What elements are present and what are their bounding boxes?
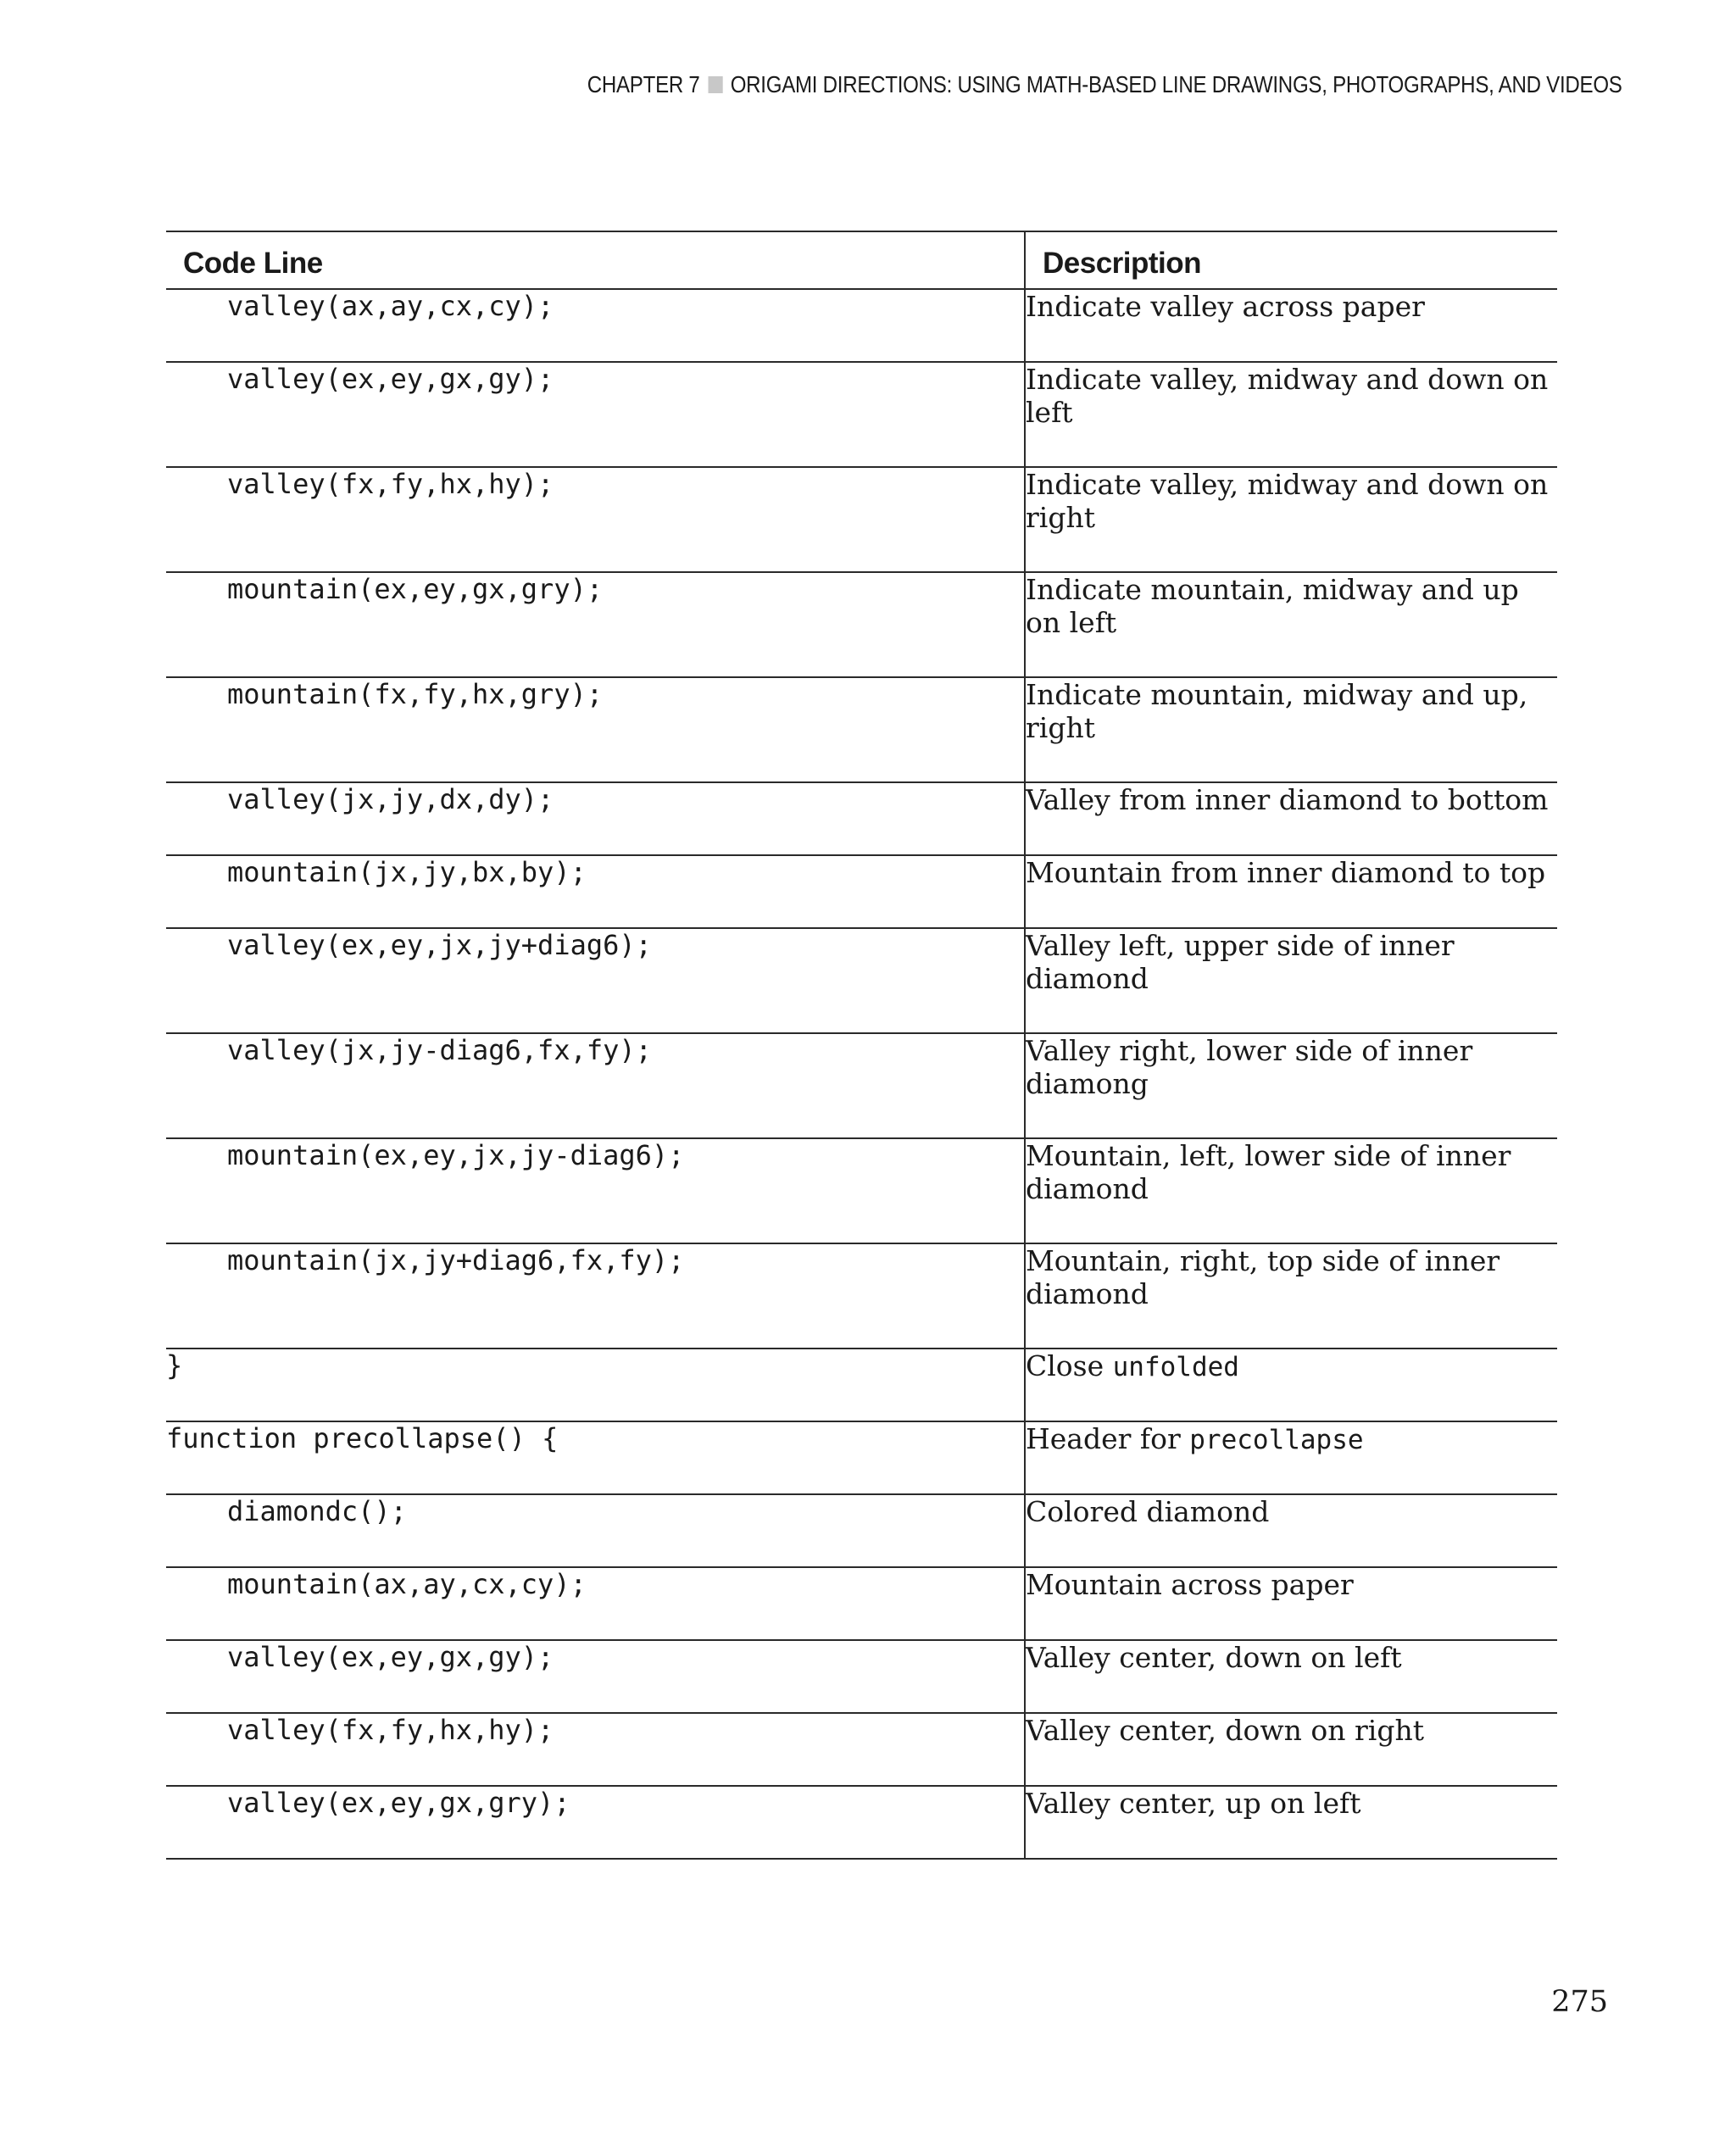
description-text: Indicate valley, midway and down on left <box>1026 363 1549 429</box>
description-text: Indicate mountain, midway and up, right <box>1026 678 1528 744</box>
table-row <box>166 1494 1557 1567</box>
description-text: Valley center, down on right <box>1026 1714 1424 1747</box>
chapter-title: ORIGAMI DIRECTIONS: USING MATH-BASED LINE DRAWINGS, PHOTOGRAPHS, AND VIDEOS <box>731 71 1622 97</box>
table-body <box>166 289 1557 1859</box>
description-text: Valley right, lower side of inner diamong <box>1026 1034 1473 1100</box>
description-cell <box>1025 1421 1557 1494</box>
description-cell <box>1025 1349 1557 1421</box>
header-description: Description <box>1025 231 1557 289</box>
table-row <box>166 1421 1557 1494</box>
description-cell <box>1025 289 1557 362</box>
description-cell <box>1025 928 1557 1033</box>
page-number: 275 <box>1551 1985 1608 2019</box>
code-line-cell: mountain(fx,fy,hx,gry); <box>166 677 1025 782</box>
code-line-cell: mountain(jx,jy+diag6,fx,fy); <box>166 1243 1025 1349</box>
code-line-cell: valley(jx,jy-diag6,fx,fy); <box>166 1033 1025 1138</box>
description-cell <box>1025 677 1557 782</box>
description-cell <box>1025 1494 1557 1567</box>
code-description-table <box>166 231 1557 1860</box>
description-text: Close <box>1026 1349 1113 1382</box>
table-row <box>166 1138 1557 1243</box>
table-header-row <box>166 231 1557 289</box>
table-row <box>166 1640 1557 1713</box>
table-row <box>166 928 1557 1033</box>
code-line-cell: valley(ex,ey,gx,gry); <box>166 1786 1025 1859</box>
description-text: Mountain, right, top side of inner diamond <box>1026 1244 1500 1310</box>
table-row <box>166 782 1557 855</box>
separator-square-icon <box>709 76 723 93</box>
code-line-cell: mountain(ax,ay,cx,cy); <box>166 1567 1025 1640</box>
description-cell <box>1025 572 1557 677</box>
table-row <box>166 289 1557 362</box>
code-line-cell: valley(fx,fy,hx,hy); <box>166 467 1025 572</box>
description-text: Colored diamond <box>1026 1495 1270 1528</box>
description-cell <box>1025 467 1557 572</box>
code-line-cell: valley(ex,ey,jx,jy+diag6); <box>166 928 1025 1033</box>
description-text: Indicate valley, midway and down on right <box>1026 468 1549 534</box>
description-inline-code: precollapse <box>1189 1425 1364 1455</box>
table-row <box>166 467 1557 572</box>
description-cell <box>1025 1786 1557 1859</box>
description-cell <box>1025 1138 1557 1243</box>
description-text: Indicate mountain, midway and up on left <box>1026 573 1519 639</box>
description-cell <box>1025 1243 1557 1349</box>
table-row <box>166 677 1557 782</box>
table-row <box>166 1713 1557 1786</box>
description-cell <box>1025 1640 1557 1713</box>
description-cell <box>1025 1033 1557 1138</box>
code-line-cell: } <box>166 1349 1025 1421</box>
code-line-cell: valley(fx,fy,hx,hy); <box>166 1713 1025 1786</box>
table-row <box>166 1349 1557 1421</box>
table-row <box>166 855 1557 928</box>
code-line-cell: diamondc(); <box>166 1494 1025 1567</box>
description-text: Valley left, upper side of inner diamond <box>1026 929 1455 995</box>
description-cell <box>1025 362 1557 467</box>
table-row <box>166 1567 1557 1640</box>
description-text: Valley center, up on left <box>1026 1787 1361 1820</box>
description-cell <box>1025 782 1557 855</box>
code-line-cell: valley(ax,ay,cx,cy); <box>166 289 1025 362</box>
header-code-line: Code Line <box>166 231 1025 289</box>
description-text: Indicate valley across paper <box>1026 290 1425 323</box>
table-row <box>166 1033 1557 1138</box>
table-row <box>166 572 1557 677</box>
code-line-cell: mountain(ex,ey,gx,gry); <box>166 572 1025 677</box>
description-text: Mountain across paper <box>1026 1568 1354 1601</box>
code-line-cell: mountain(ex,ey,jx,jy-diag6); <box>166 1138 1025 1243</box>
table-row <box>166 362 1557 467</box>
code-line-cell: valley(jx,jy,dx,dy); <box>166 782 1025 855</box>
code-line-cell: mountain(jx,jy,bx,by); <box>166 855 1025 928</box>
table-row <box>166 1243 1557 1349</box>
description-inline-code: unfolded <box>1112 1352 1239 1382</box>
description-cell <box>1025 1713 1557 1786</box>
description-text: Valley from inner diamond to bottom <box>1026 783 1549 816</box>
description-cell <box>1025 1567 1557 1640</box>
description-cell <box>1025 855 1557 928</box>
chapter-label: CHAPTER 7 <box>587 71 700 97</box>
code-line-cell: function precollapse() { <box>166 1421 1025 1494</box>
description-text: Mountain, left, lower side of inner diamond <box>1026 1139 1511 1205</box>
code-line-cell: valley(ex,ey,gx,gy); <box>166 1640 1025 1713</box>
description-text: Mountain from inner diamond to top <box>1026 856 1546 889</box>
description-text: Header for <box>1026 1422 1190 1455</box>
description-text: Valley center, down on left <box>1026 1641 1402 1674</box>
running-head <box>587 71 1622 98</box>
table-row <box>166 1786 1557 1859</box>
code-line-cell: valley(ex,ey,gx,gy); <box>166 362 1025 467</box>
